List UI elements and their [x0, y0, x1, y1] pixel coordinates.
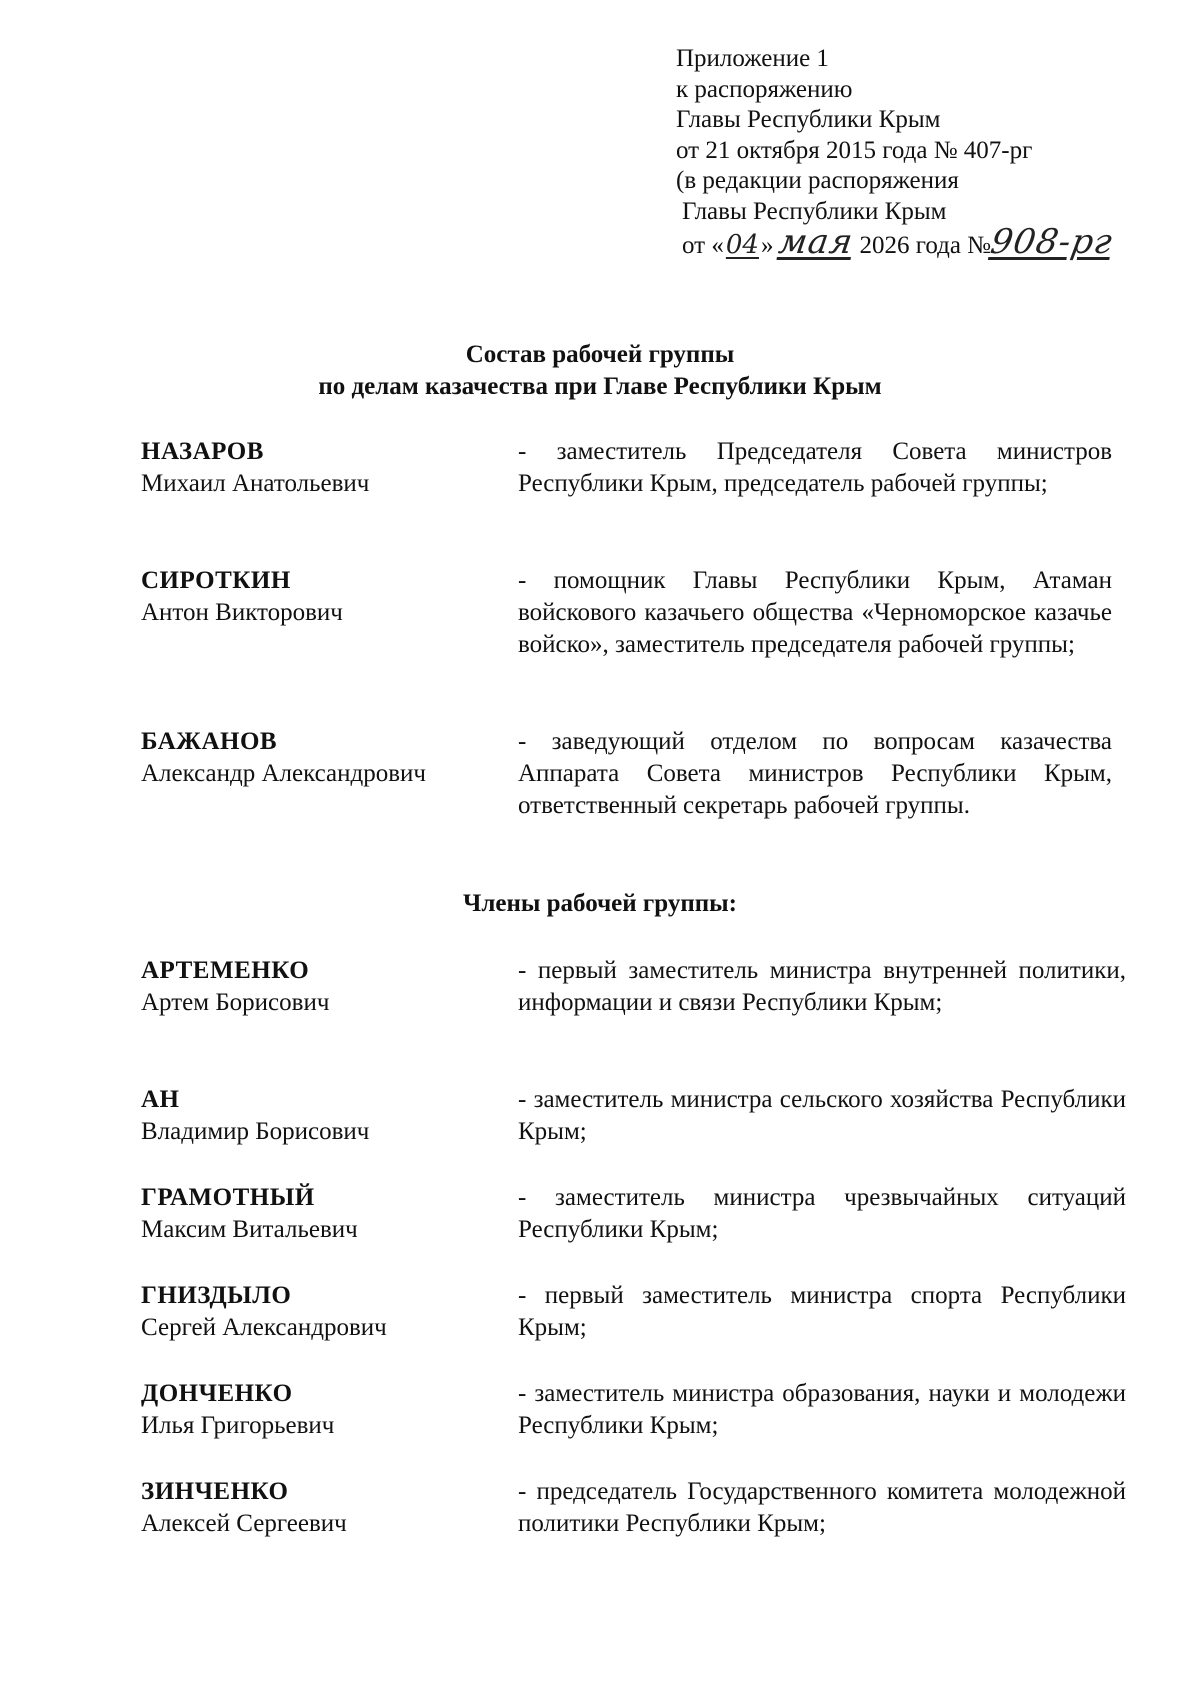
member-given-name: Александр Александрович: [141, 760, 426, 787]
member-name: [141, 955, 501, 1019]
member-name: [141, 1476, 501, 1540]
document-title: [0, 339, 1200, 403]
annex-line-1: Приложение 1: [676, 45, 829, 72]
member-given-name: Антон Викторович: [141, 599, 343, 626]
member-role: - заместитель Председателя Совета министров Республики Крым, председатель рабочей группы;: [518, 438, 1112, 497]
member-role: - заместитель министра сельского хозяйства Республики Крым;: [518, 1086, 1126, 1145]
member-role: - помощник Главы Республики Крым, Атаман войскового казачьего общества «Черноморское казачье войско», заместитель председателя рабочей группы;: [518, 567, 1112, 658]
title-line-1: Состав рабочей группы: [465, 341, 735, 368]
member-surname: ДОНЧЕНКО: [141, 1380, 293, 1407]
member-surname: АН: [141, 1086, 180, 1113]
annex-line-2: к распоряжению: [676, 75, 853, 103]
annex-date-line: [676, 222, 1116, 262]
member-role: - первый заместитель министра внутренней политики, информации и связи Республики Крым;: [518, 957, 1126, 1016]
handwritten-month: мая: [776, 222, 857, 262]
member-surname: БАЖАНОВ: [141, 728, 278, 755]
member-role: - заместитель министра образования, науки и молодежи Республики Крым;: [518, 1380, 1126, 1439]
member-surname: НАЗАРОВ: [141, 438, 264, 465]
member-role: - председатель Государственного комитета молодежной политики Республики Крым;: [518, 1478, 1126, 1537]
member-given-name: Владимир Борисович: [141, 1118, 370, 1145]
annex-line-6: Главы Республики Крым: [682, 197, 947, 225]
member-name: [141, 1280, 501, 1344]
member-surname: ГРАМОТНЫЙ: [141, 1184, 315, 1211]
member-surname: АРТЕМЕНКО: [141, 957, 310, 984]
date-year: 2026 года №: [859, 232, 992, 259]
member-surname: ЗИНЧЕНКО: [141, 1478, 289, 1505]
member-given-name: Алексей Сергеевич: [141, 1510, 347, 1537]
handwritten-order-number: 908-рг: [987, 222, 1116, 262]
annex-line-3: Главы Республики Крым: [676, 106, 941, 133]
member-name: [141, 726, 501, 790]
handwritten-day: 04: [725, 230, 759, 260]
annex-line-4: от 21 октября 2015 года № 407-рг: [676, 136, 1033, 164]
member-given-name: Максим Витальевич: [141, 1216, 358, 1243]
member-role: - заведующий отделом по вопросам казачества Аппарата Совета министров Республики Крым, ответственный секретарь рабочей группы.: [518, 728, 1112, 819]
annex-line-5: (в редакции распоряжения: [676, 167, 959, 194]
member-given-name: Илья Григорьевич: [141, 1412, 335, 1439]
members-heading: Члены рабочей группы:: [463, 890, 737, 917]
member-name: [141, 1084, 501, 1148]
member-name: [141, 1182, 501, 1246]
member-given-name: Артем Борисович: [141, 989, 330, 1016]
member-name: [141, 565, 501, 629]
member-given-name: Михаил Анатольевич: [141, 470, 370, 497]
date-mid: »: [760, 232, 774, 259]
title-line-2: по делам казачества при Главе Республики Крым: [318, 373, 882, 400]
member-surname: ГНИЗДЫЛО: [141, 1282, 292, 1309]
member-surname: СИРОТКИН: [141, 567, 291, 594]
member-role: - заместитель министра чрезвычайных ситуаций Республики Крым;: [518, 1184, 1126, 1243]
member-name: [141, 436, 501, 500]
member-given-name: Сергей Александрович: [141, 1314, 387, 1341]
member-role: - первый заместитель министра спорта Республики Крым;: [518, 1282, 1126, 1341]
date-prefix: от «: [682, 232, 724, 259]
member-name: [141, 1378, 501, 1442]
annex-header: [676, 44, 1116, 262]
